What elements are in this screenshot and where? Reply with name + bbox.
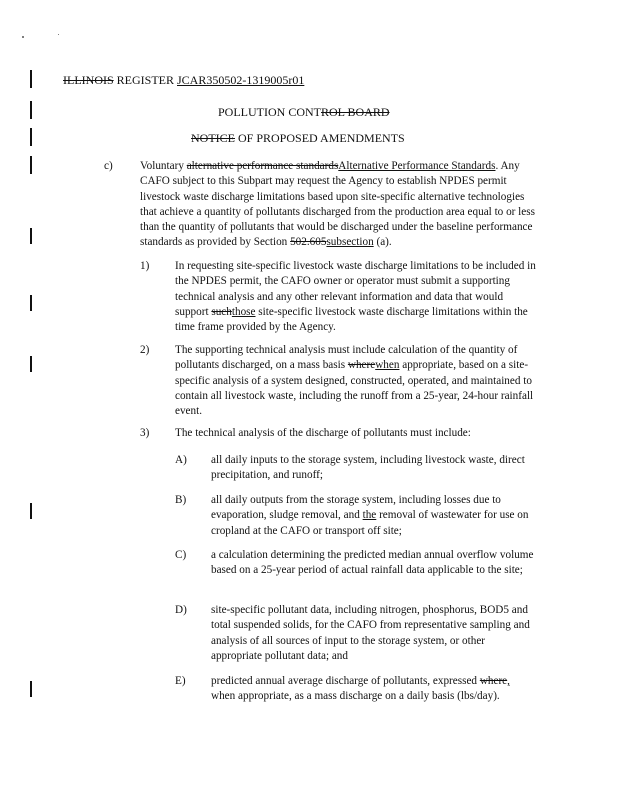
revision-bar — [30, 128, 32, 146]
sub-a-label: A) — [175, 454, 187, 466]
sub-c-text: a calculation determining the predicted median annual overflow volume based on a 25-year period of actual rainfall data applicable to the site; — [211, 549, 534, 577]
section-c-t1: Voluntary — [140, 160, 187, 172]
item-1-inserted-text: those — [231, 305, 256, 318]
section-c-struck-text: alternative performance standards — [186, 160, 339, 172]
sub-b-inserted-text: the — [362, 509, 377, 522]
register-rest: REGISTER — [113, 73, 177, 87]
sub-b-t3: removal of wastewater for use on cropland at the CAFO or transport off site; — [211, 509, 529, 537]
sub-b-text — [211, 493, 536, 539]
item-2-text — [175, 343, 537, 419]
file-code: JCAR350502-1319005r01 — [177, 73, 305, 87]
section-c-inserted-subsection: subsection — [326, 236, 374, 249]
sub-b-label: B) — [175, 494, 187, 506]
item-3-text: The technical analysis of the discharge of pollutants must include: — [175, 427, 471, 439]
item-1-text — [175, 259, 537, 335]
sub-b-t1: all daily outputs from the storage system, including losses due to evaporation, sludge removal, and — [211, 494, 501, 522]
revision-bar — [30, 295, 32, 311]
item-1-t1: In requesting site-specific livestock waste discharge limitations to be included in the NPDES permit, the CAFO owner or operator must submit a supporting technical analysis and any other relevant information and data that would support — [175, 260, 536, 318]
revision-bar — [30, 503, 32, 519]
revision-bar — [30, 101, 32, 119]
sub-c-label: C) — [175, 549, 187, 561]
revision-bar — [30, 681, 32, 697]
register-struck: ILLINOIS — [63, 73, 114, 87]
sub-e-t4: when appropriate, as a mass discharge on a daily basis (lbs/day). — [211, 690, 500, 703]
section-c-t4: . Any CAFO subject to this Subpart may request the Agency to establish NPDES permit livestock waste discharge limitations based upon site-specific alternative technologies that achieve a quantity of pollutants discharged from the production area equal to or less than the quantity of pollutants that would be discharged under the baseline performance standards as provided by Section — [140, 160, 535, 249]
register-header — [63, 73, 304, 88]
sub-d-text: site-specific pollutant data, including nitrogen, phosphorus, BOD5 and total suspended solids, for the CAFO from representative sampling and analysis of all sources of input to the storage system, or other appropriate pollutant data; and — [211, 604, 530, 662]
notice-heading — [191, 131, 405, 146]
item-2-t1: The supporting technical analysis must include calculation of the quantity of pollutants discharged, on a mass basis — [175, 344, 518, 372]
item-2-t4: appropriate, based on a site-specific analysis of a system designed, constructed, operated, and maintained to contain all livestock waste, including the runoff from a 25-year, 24-hour rainfall event. — [175, 359, 534, 418]
item-1-struck-text: such — [211, 305, 232, 318]
board-heading-struck: ROL BOARD — [321, 105, 390, 119]
board-heading-a: POLLUTION CONT — [218, 105, 321, 119]
section-c-t7: (a). — [373, 236, 392, 249]
item-2-inserted-text: when — [375, 359, 400, 372]
sub-d-label: D) — [175, 604, 187, 616]
revision-bar — [30, 228, 32, 244]
item-3-label: 3) — [140, 427, 150, 439]
sub-e-label: E) — [175, 675, 186, 687]
revision-bar — [30, 156, 32, 174]
sub-e-inserted-text: , — [507, 675, 510, 687]
margin-speck — [22, 36, 24, 38]
revision-bar — [30, 70, 32, 88]
board-heading — [218, 105, 390, 120]
sub-a-text: all daily inputs to the storage system, including livestock waste, direct precipitation, and runoff; — [211, 454, 525, 482]
section-c-label: c) — [104, 160, 113, 172]
item-1-label: 1) — [140, 260, 150, 272]
item-1-t4: site-specific livestock waste discharge limitations within the time frame provided by the Agency. — [175, 305, 528, 334]
item-2-struck-text: where — [347, 359, 376, 372]
revision-bar — [30, 356, 32, 372]
notice-rest: OF PROPOSED AMENDMENTS — [235, 131, 405, 145]
section-c-struck-section: 502.605 — [290, 236, 327, 249]
sub-e-struck-text: where — [479, 675, 508, 687]
item-2-label: 2) — [140, 344, 150, 356]
sub-e-t1: predicted annual average discharge of pollutants, expressed — [211, 675, 480, 687]
margin-speck — [58, 34, 59, 35]
notice-struck: NOTICE — [191, 131, 235, 145]
sub-e-text — [211, 674, 536, 705]
section-c-text — [140, 159, 536, 251]
section-c-inserted-text: Alternative Performance Standards — [338, 160, 496, 172]
